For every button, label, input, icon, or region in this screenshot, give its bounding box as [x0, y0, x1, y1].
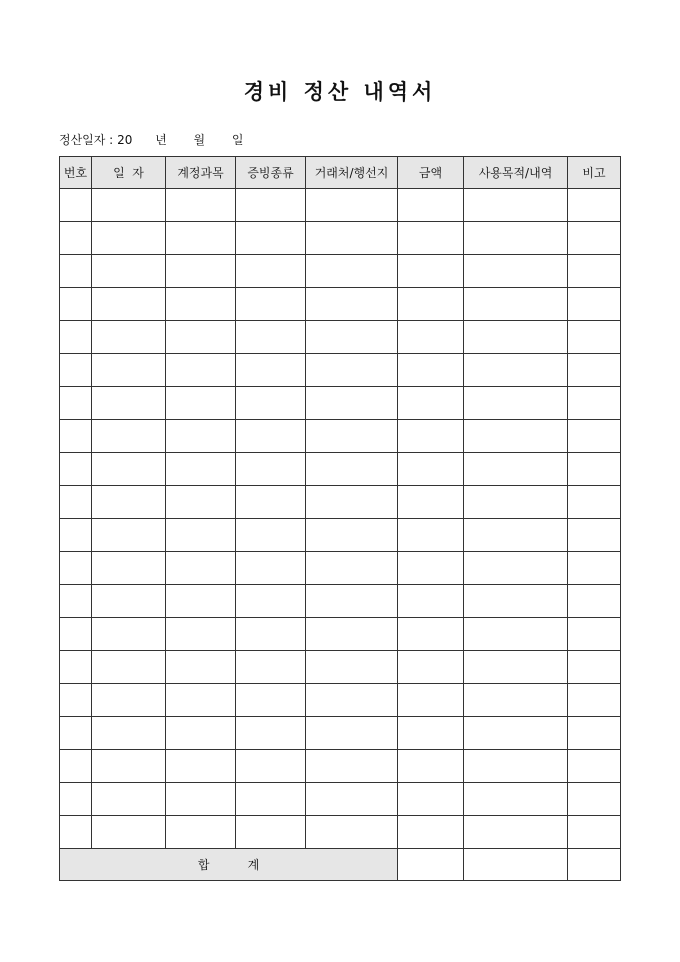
remarks-cell[interactable]	[568, 321, 621, 354]
vendor-cell[interactable]	[306, 585, 398, 618]
vendor-cell[interactable]	[306, 519, 398, 552]
total-remarks-cell[interactable]	[568, 849, 621, 881]
amount-cell[interactable]	[398, 255, 464, 288]
vendor-cell[interactable]	[306, 618, 398, 651]
number-cell[interactable]	[60, 618, 92, 651]
vendor-cell[interactable]	[306, 783, 398, 816]
number-cell[interactable]	[60, 354, 92, 387]
account-cell[interactable]	[166, 255, 236, 288]
remarks-cell[interactable]	[568, 552, 621, 585]
purpose-cell[interactable]	[464, 618, 568, 651]
date-cell[interactable]	[92, 684, 166, 717]
date-cell[interactable]	[92, 750, 166, 783]
receipt-type-cell[interactable]	[236, 750, 306, 783]
receipt-type-cell[interactable]	[236, 387, 306, 420]
purpose-cell[interactable]	[464, 420, 568, 453]
remarks-cell[interactable]	[568, 816, 621, 849]
number-cell[interactable]	[60, 552, 92, 585]
table-row	[60, 816, 621, 849]
header-row	[60, 157, 621, 189]
receipt-type-cell[interactable]	[236, 783, 306, 816]
account-cell[interactable]	[166, 651, 236, 684]
purpose-cell[interactable]	[464, 486, 568, 519]
remarks-cell[interactable]	[568, 519, 621, 552]
table-row	[60, 717, 621, 750]
table-row	[60, 750, 621, 783]
date-cell[interactable]	[92, 585, 166, 618]
receipt-type-cell[interactable]	[236, 321, 306, 354]
month-unit: 월	[193, 133, 206, 147]
year-prefix: 20	[117, 133, 133, 147]
receipt-type-cell[interactable]	[236, 486, 306, 519]
amount-cell[interactable]	[398, 651, 464, 684]
receipt-type-cell[interactable]	[236, 816, 306, 849]
vendor-cell[interactable]	[306, 453, 398, 486]
date-cell[interactable]	[92, 717, 166, 750]
remarks-cell[interactable]	[568, 750, 621, 783]
table-row	[60, 189, 621, 222]
purpose-cell[interactable]	[464, 387, 568, 420]
number-cell[interactable]	[60, 387, 92, 420]
account-cell[interactable]	[166, 222, 236, 255]
table-row	[60, 288, 621, 321]
col-header-date: 일 자	[92, 157, 166, 189]
table-row	[60, 354, 621, 387]
amount-cell[interactable]	[398, 750, 464, 783]
number-cell[interactable]	[60, 453, 92, 486]
date-cell[interactable]	[92, 354, 166, 387]
amount-cell[interactable]	[398, 816, 464, 849]
amount-cell[interactable]	[398, 321, 464, 354]
amount-cell[interactable]	[398, 717, 464, 750]
total-label: 합 계	[60, 849, 398, 881]
table-row	[60, 651, 621, 684]
number-cell[interactable]	[60, 684, 92, 717]
amount-cell[interactable]	[398, 783, 464, 816]
amount-cell[interactable]	[398, 585, 464, 618]
date-cell[interactable]	[92, 783, 166, 816]
number-cell[interactable]	[60, 486, 92, 519]
col-header-purpose: 사용목적/내역	[464, 157, 568, 189]
number-cell[interactable]	[60, 585, 92, 618]
table-row	[60, 585, 621, 618]
vendor-cell[interactable]	[306, 420, 398, 453]
amount-cell[interactable]	[398, 420, 464, 453]
remarks-cell[interactable]	[568, 717, 621, 750]
table-row	[60, 783, 621, 816]
account-cell[interactable]	[166, 189, 236, 222]
col-header-number: 번호	[60, 157, 92, 189]
amount-cell[interactable]	[398, 552, 464, 585]
vendor-cell[interactable]	[306, 189, 398, 222]
table-row	[60, 222, 621, 255]
table-row	[60, 387, 621, 420]
remarks-cell[interactable]	[568, 783, 621, 816]
total-purpose-cell[interactable]	[464, 849, 568, 881]
amount-cell[interactable]	[398, 222, 464, 255]
number-cell[interactable]	[60, 189, 92, 222]
table-row	[60, 684, 621, 717]
account-cell[interactable]	[166, 816, 236, 849]
number-cell[interactable]	[60, 222, 92, 255]
amount-cell[interactable]	[398, 453, 464, 486]
page-title: 경비 정산 내역서	[243, 79, 437, 104]
remarks-cell[interactable]	[568, 486, 621, 519]
settlement-date-label: 정산일자 :	[59, 133, 114, 147]
number-cell[interactable]	[60, 321, 92, 354]
receipt-type-cell[interactable]	[236, 420, 306, 453]
purpose-cell[interactable]	[464, 684, 568, 717]
vendor-cell[interactable]	[306, 750, 398, 783]
number-cell[interactable]	[60, 420, 92, 453]
number-cell[interactable]	[60, 288, 92, 321]
vendor-cell[interactable]	[306, 486, 398, 519]
receipt-type-cell[interactable]	[236, 717, 306, 750]
receipt-type-cell[interactable]	[236, 651, 306, 684]
remarks-cell[interactable]	[568, 618, 621, 651]
remarks-cell[interactable]	[568, 453, 621, 486]
vendor-cell[interactable]	[306, 321, 398, 354]
amount-cell[interactable]	[398, 486, 464, 519]
remarks-cell[interactable]	[568, 189, 621, 222]
table-row	[60, 453, 621, 486]
receipt-type-cell[interactable]	[236, 354, 306, 387]
remarks-cell[interactable]	[568, 585, 621, 618]
receipt-type-cell[interactable]	[236, 189, 306, 222]
receipt-type-cell[interactable]	[236, 255, 306, 288]
receipt-type-cell[interactable]	[236, 618, 306, 651]
date-cell[interactable]	[92, 255, 166, 288]
date-cell[interactable]	[92, 288, 166, 321]
amount-cell[interactable]	[398, 387, 464, 420]
amount-cell[interactable]	[398, 684, 464, 717]
date-cell[interactable]	[92, 618, 166, 651]
account-cell[interactable]	[166, 354, 236, 387]
col-header-receipt-type: 증빙종류	[236, 157, 306, 189]
account-cell[interactable]	[166, 717, 236, 750]
table-row	[60, 420, 621, 453]
purpose-cell[interactable]	[464, 750, 568, 783]
amount-cell[interactable]	[398, 618, 464, 651]
date-cell[interactable]	[92, 552, 166, 585]
purpose-cell[interactable]	[464, 552, 568, 585]
table-row	[60, 552, 621, 585]
table-row	[60, 519, 621, 552]
year-unit: 년	[155, 133, 167, 147]
receipt-type-cell[interactable]	[236, 519, 306, 552]
vendor-cell[interactable]	[306, 552, 398, 585]
vendor-cell[interactable]	[306, 651, 398, 684]
amount-cell[interactable]	[398, 354, 464, 387]
amount-cell[interactable]	[398, 519, 464, 552]
vendor-cell[interactable]	[306, 717, 398, 750]
receipt-type-cell[interactable]	[236, 222, 306, 255]
receipt-type-cell[interactable]	[236, 453, 306, 486]
remarks-cell[interactable]	[568, 684, 621, 717]
remarks-cell[interactable]	[568, 255, 621, 288]
remarks-cell[interactable]	[568, 651, 621, 684]
day-unit: 일	[231, 133, 244, 147]
number-cell[interactable]	[60, 519, 92, 552]
purpose-cell[interactable]	[464, 354, 568, 387]
remarks-cell[interactable]	[568, 420, 621, 453]
number-cell[interactable]	[60, 816, 92, 849]
date-cell[interactable]	[92, 387, 166, 420]
date-cell[interactable]	[92, 453, 166, 486]
total-amount-cell[interactable]	[398, 849, 464, 881]
date-cell[interactable]	[92, 420, 166, 453]
purpose-cell[interactable]	[464, 816, 568, 849]
account-cell[interactable]	[166, 519, 236, 552]
amount-cell[interactable]	[398, 189, 464, 222]
remarks-cell[interactable]	[568, 354, 621, 387]
vendor-cell[interactable]	[306, 684, 398, 717]
account-cell[interactable]	[166, 321, 236, 354]
date-cell[interactable]	[92, 321, 166, 354]
purpose-cell[interactable]	[464, 288, 568, 321]
purpose-cell[interactable]	[464, 585, 568, 618]
receipt-type-cell[interactable]	[236, 288, 306, 321]
remarks-cell[interactable]	[568, 387, 621, 420]
table-row	[60, 255, 621, 288]
purpose-cell[interactable]	[464, 222, 568, 255]
col-header-account: 계정과목	[166, 157, 236, 189]
table-row	[60, 618, 621, 651]
account-cell[interactable]	[166, 486, 236, 519]
account-cell[interactable]	[166, 420, 236, 453]
purpose-cell[interactable]	[464, 189, 568, 222]
date-cell[interactable]	[92, 486, 166, 519]
remarks-cell[interactable]	[568, 222, 621, 255]
purpose-cell[interactable]	[464, 717, 568, 750]
number-cell[interactable]	[60, 717, 92, 750]
date-cell[interactable]	[92, 519, 166, 552]
vendor-cell[interactable]	[306, 255, 398, 288]
date-cell[interactable]	[92, 816, 166, 849]
table-row	[60, 486, 621, 519]
date-cell[interactable]	[92, 651, 166, 684]
table-row	[60, 321, 621, 354]
vendor-cell[interactable]	[306, 222, 398, 255]
account-cell[interactable]	[166, 585, 236, 618]
account-cell[interactable]	[166, 783, 236, 816]
account-cell[interactable]	[166, 453, 236, 486]
vendor-cell[interactable]	[306, 816, 398, 849]
number-cell[interactable]	[60, 651, 92, 684]
settlement-date-line	[59, 131, 243, 148]
account-cell[interactable]	[166, 750, 236, 783]
total-row	[60, 849, 621, 881]
vendor-cell[interactable]	[306, 387, 398, 420]
receipt-type-cell[interactable]	[236, 552, 306, 585]
receipt-type-cell[interactable]	[236, 585, 306, 618]
vendor-cell[interactable]	[306, 354, 398, 387]
purpose-cell[interactable]	[464, 651, 568, 684]
account-cell[interactable]	[166, 684, 236, 717]
vendor-cell[interactable]	[306, 288, 398, 321]
account-cell[interactable]	[166, 552, 236, 585]
account-cell[interactable]	[166, 387, 236, 420]
amount-cell[interactable]	[398, 288, 464, 321]
remarks-cell[interactable]	[568, 288, 621, 321]
number-cell[interactable]	[60, 750, 92, 783]
purpose-cell[interactable]	[464, 519, 568, 552]
purpose-cell[interactable]	[464, 783, 568, 816]
account-cell[interactable]	[166, 618, 236, 651]
col-header-remarks: 비고	[568, 157, 621, 189]
number-cell[interactable]	[60, 255, 92, 288]
expense-table	[59, 156, 621, 881]
col-header-vendor-destination: 거래처/행선지	[306, 157, 398, 189]
date-cell[interactable]	[92, 189, 166, 222]
number-cell[interactable]	[60, 783, 92, 816]
account-cell[interactable]	[166, 288, 236, 321]
purpose-cell[interactable]	[464, 453, 568, 486]
receipt-type-cell[interactable]	[236, 684, 306, 717]
purpose-cell[interactable]	[464, 321, 568, 354]
col-header-amount: 금액	[398, 157, 464, 189]
date-cell[interactable]	[92, 222, 166, 255]
purpose-cell[interactable]	[464, 255, 568, 288]
